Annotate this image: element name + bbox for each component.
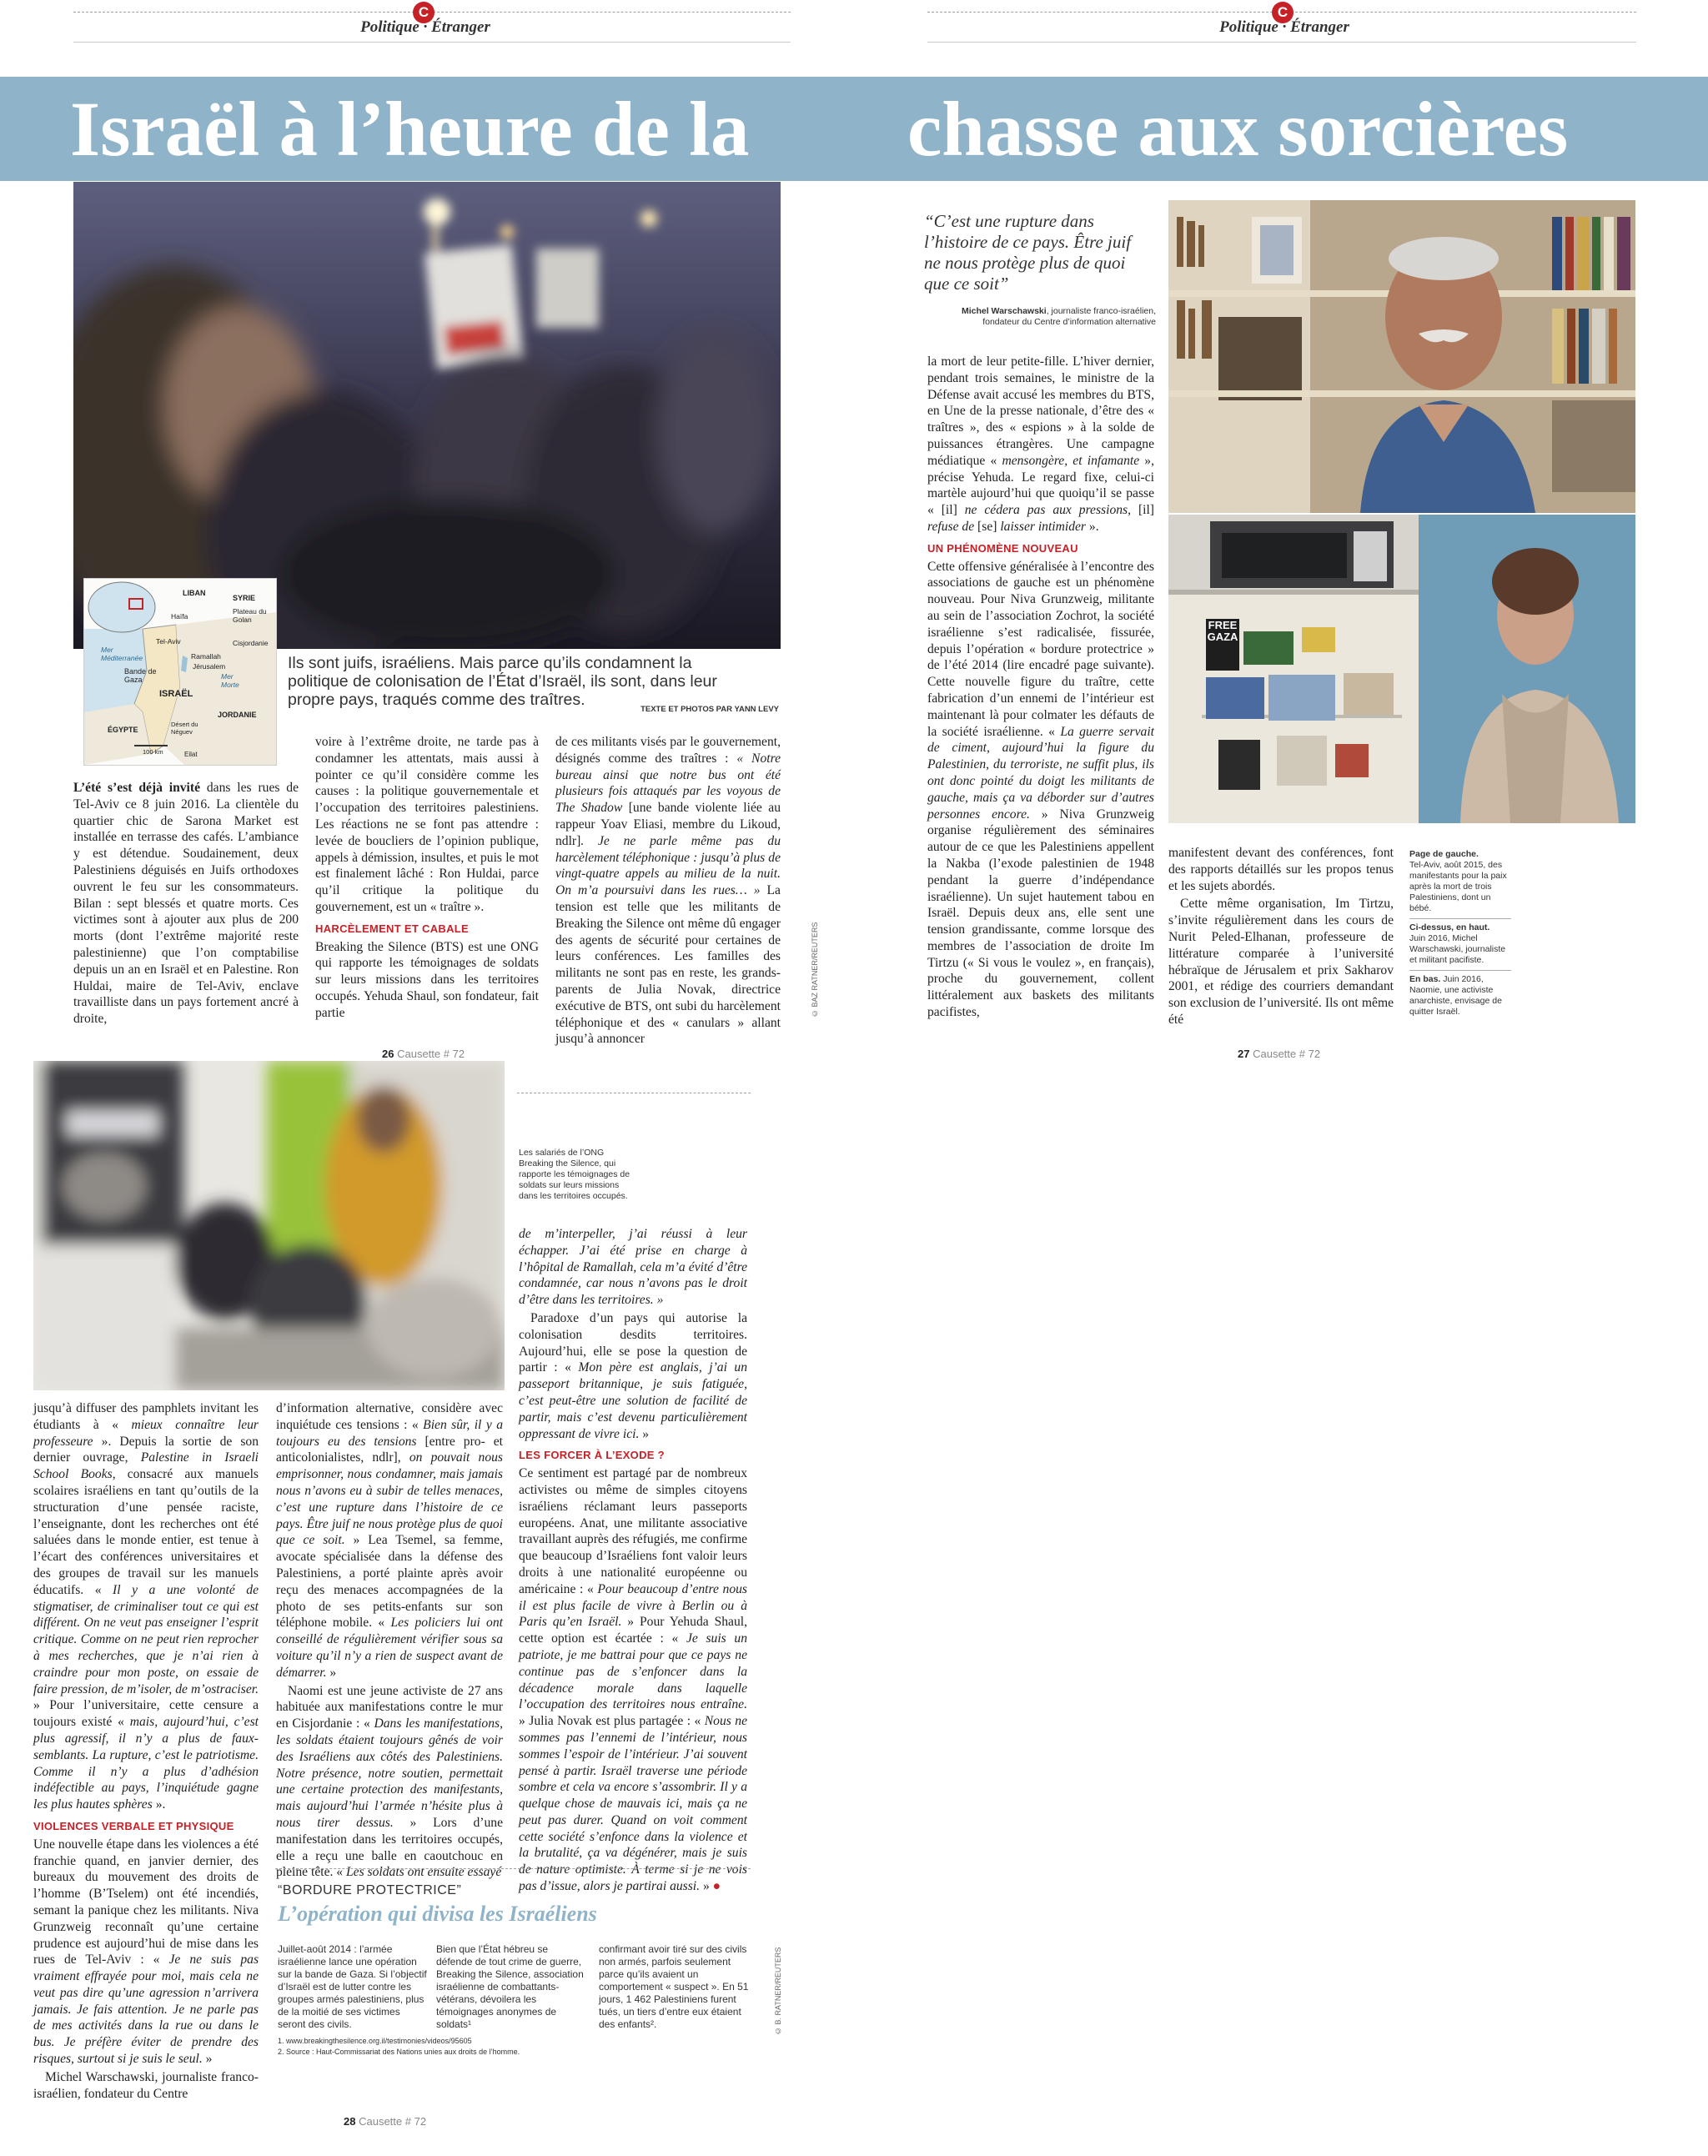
folio-issue-26: # 72	[443, 1048, 465, 1060]
map-label-cisjordanie: Cisjordanie	[233, 639, 269, 647]
causette-badge-left: C	[413, 2, 435, 23]
p28-column-2: d’information alternative, considère avec inquiétude ces tensions : « Bien sûr, il y a toujours eu des tensions [entre pro- et anticolonialistes, ndlr], on pouvait nous emprisonner, nous condamner, mais jamais nous n’avons eu à subir de telles menaces, c’est une rupture dans l’histoire de ce pays. Être juif ne nous protège plus de quoi que ce soit. » Lea Tsemel, sa femme, avocate spécialisée dans la défense des Palestiniens, a porté plainte après avoir reçu des menaces accompagnées de la photo de ses petits-enfants sur son téléphone mobile. « Les policiers lui ont conseillé de régulièrement vérifier sous sa voiture qu’il n’y a rien de suspect avant de démarrer. » Naomi est une jeune activiste de 27 ans habituée aux manifestations contre le mur en Cisjordanie : « Dans les manifestations, les soldats étaient toujours gênés de voir des Israéliens aux côtés des Palestiniens. Notre présence, notre soutien, permettait une certaine protection des manifestants, mais aujourd’hui l’armée n’hésite plus à nous tirer dessus. » Lors d’une manifestation dans les territoires occupés, elle a reçu une balle en caoutchouc en pleine tête. « Les soldats ont ensuite essayé	[276, 1401, 503, 1880]
portrait-photo-naomie	[1168, 515, 1635, 823]
quote-attribution	[924, 306, 1156, 328]
box-footnote-1: 1. www.breakingthesilence.org.il/testimonies/videos/95605	[278, 2037, 472, 2045]
poster-free-gaza	[1206, 620, 1239, 643]
poster-text-free: FREE	[1208, 619, 1238, 631]
map-label-jordanie: JORDANIE	[218, 711, 257, 719]
caption-up-title: Ci-dessus, en haut.	[1409, 922, 1490, 932]
poster-text-gaza: GAZA	[1207, 631, 1238, 643]
folio-mag-28: Causette	[359, 2115, 403, 2128]
causette-badge-right: C	[1272, 2, 1294, 23]
portrait-photo-warschawski	[1168, 200, 1635, 513]
folio-number-26: 26	[382, 1048, 394, 1060]
map-label-golan: Plateau du Golan	[233, 607, 267, 624]
folio-mag-27: Causette	[1253, 1048, 1297, 1060]
caption-low-text: Juin 2016, Naomie, une activiste anarchiste, envisage de quitter Israël.	[1409, 974, 1502, 1017]
p26-column-2: voire à l’extrême droite, ne tarde pas à condamner les attentats, mais aussi à pointer ce qu’il considère comme les causes : la politique gouvernementale et l’occupation des territoires palestiniens. Les réactions ne se font pas attendre : levée de boucliers de l’opinion publique, appels à démission, insultes, et puis le mot est finalement lâché : Ron Huldai, parce qu’il critique la politique du gouvernement, est un « traître ». HARCÈLEMENT ET CABALE Breaking the Silence (BTS) est une ONG qui rapporte les témoignages de soldats sur leurs missions dans les territoires occupés. Yehuda Shaul, son fondateur, fait partie	[315, 735, 539, 1020]
map-label-eilat: Eilat	[184, 751, 198, 758]
map-label-ramallah: Ramallah	[191, 652, 221, 661]
header-underline-right	[927, 42, 1636, 43]
p28-column-3-top: de m’interpeller, j’ai réussi à leur échapper. J’ai été prise en charge à l’hôpital de Ramallah, cela m’a évité d’être condamnée, car nous n’avons pas le droit d’être dans les territoires. » Paradoxe d’un pays qui autorise la colonisation desdits territoires. Aujourd’hui, elle se pose la question de partir : « Mon père est anglais, j’ai un passeport britannique, je suis fatiguée, c’est peut-être une solution de facilité de partir, mais c’est devenu particulièrement oppressant de vivre ici. » LES FORCER À L’EXODE ? Ce sentiment est partagé par de nombreux activistes ou même de simples citoyens israéliens réclamant leurs passeports européens. Anat, une militante associative travaillant auprès des réfugiés, me confirme que beaucoup d’Israéliens font valoir leurs droits à une nationalité européenne ou américaine : « Pour beaucoup d’entre nous il est plus facile de vivre à Berlin ou à Paris qu’en Israël. » Pour Yehuda Shaul, cette option est écartée : « Je suis un patriote, je me battrai pour que ce pays ne continue pas de s’enfoncer dans la décadence morale dans laquelle l’occupation des territoires nous entraîne. » Julia Novak est plus partagée : « Nous ne sommes pas l’ennemi de l’intérieur, nous sommes l’espoir de l’intérieur. J’ai souvent pensé à partir. Israël traverse une période sombre et cela va encore s’assombrir. Il y a quelque chose de mauvais ici, mais ça ne peut pas durer. Quand on voit comment cette société s’enfonce dans la violence et la brutalité, ça va dégénérer, mais je suis de nature optimiste. À terme si je ne vois pas d’issue, alors je partirai aussi. » ●	[519, 1227, 748, 1894]
folio-p26	[382, 1048, 465, 1060]
headline-left: Israël à l’heure de la	[70, 87, 750, 173]
box-footnote-2: 2. Source : Haut-Commissariat des Nations unies aux droits de l’homme.	[278, 2048, 520, 2056]
map-label-jerusalem: Jérusalem	[193, 662, 226, 671]
map-label-egypte: ÉGYPTE	[108, 726, 138, 734]
section-tag-right: Politique · Étranger	[1219, 18, 1349, 36]
folio-p27	[1238, 1048, 1320, 1060]
subhead-exode: LES FORCER À L’EXODE ?	[519, 1449, 665, 1462]
folio-mag-26: Causette	[397, 1048, 441, 1060]
map-label-telaviv: Tel-Aviv	[156, 637, 181, 646]
section-tag-left: Politique · Étranger	[360, 18, 490, 36]
folio-p28	[344, 2115, 426, 2128]
map-scale: 100 km	[143, 748, 163, 756]
caption-left-text: Tel-Aviv, août 2015, des manifestants pour la paix après la mort de trois Palestiniens, dont un bébé.	[1409, 860, 1507, 913]
photo-credit-1: © BAZ RATNER/REUTERS	[811, 922, 819, 1018]
p27-column-2: manifestent devant des conférences, font des rapports détaillés sur les propos tenus et les sujets abordés. Cette même organisation, Im Tirtzu, s’invite régulièrement dans les cours de Nurit Peled-Elhanan, professeure de littérature comparée à l’université hébraïque de Jérusalem et prix Sakharov 2001, et rédige des courriers demandant son exclusion de l’université. Ils ont même été	[1168, 846, 1394, 1027]
folio-number-28: 28	[344, 2115, 356, 2128]
map-label-liban: LIBAN	[183, 589, 206, 597]
box-column-2: Bien que l’État hébreu se défende de tout crime de guerre, Breaking the Silence, association israélienne de combattants-vétérans, dévoilera les témoignages anonymes de soldats¹	[436, 1943, 584, 2030]
p26-column-1: L’été s’est déjà invité dans les rues de Tel-Aviv ce 8 juin 2016. La clientèle du quartier chic de Sarona Market est installée en terrasse des cafés. L’ambiance y est détendue. Soudainement, deux Palestiniens déguisés en Juifs orthodoxes ouvrent le feu sur les consommateurs. Bilan : sept blessés et quatre morts. Ces victimes sont à ajouter aux plus de 200 morts (dont l’extrême majorité reste palestinienne) que l’on comptabilise depuis un an en Israël et en Palestine. Ron Huldai, maire de Tel-Aviv, enclave travailliste dans un pays fortement ancré à droite,	[73, 781, 299, 1027]
folio-number-27: 27	[1238, 1048, 1250, 1060]
box-title: L’opération qui divisa les Israéliens	[278, 1902, 597, 1926]
map-label-gaza: Bande de Gaza	[124, 667, 157, 684]
map-label-israel: ISRAËL	[159, 689, 193, 699]
subhead-phenomene: UN PHÉNOMÈNE NOUVEAU	[927, 541, 1078, 555]
p28-column-1: jusqu’à diffuser des pamphlets invitant les étudiants à « mieux connaître leur professeure ». Depuis la sortie de son dernier ouvrage, Palestine in Israeli School Books, consacré aux manuels scolaires israéliens en tant qu’outils de la structuration d’une pensée raciste, l’enseignante, dont les recherches ont été saluées dans le monde entier, est tenue à l’écart des conférences universitaires et des groupes de travail sur les manuels éducatifs. « Il y a une volonté de stigmatiser, de criminaliser tout ce qui est différent. On ne veut pas enseigner l’esprit critique. Comme on ne peut rien reprocher à mes recherches, que je n’ai rien à craindre pour mon poste, on essaie de faire pression, de m’isoler, de m’ostraciser. » Pour l’universitaire, cette censure a toujours existé « mais, aujourd’hui, c’est plus agressif, il n’y a plus de faux-semblants. La rupture, c’est le patriotisme. Comme il n’y a plus d’adhésion indéfectible au pays, l’inquiétude gagne les plus hautes sphères ». VIOLENCES VERBALE ET PHYSIQUE Une nouvelle étape dans les violences a été franchie quand, en janvier dernier, des bureaux du mouvement des droits de l’homme (B’Tselem) ont été incendiés, semant la panique chez les militants. Niva Grunzweig reconnaît qu’une certaine prudence est aujourd’hui de mise dans les rues de Tel-Aviv : « Je ne suis pas vraiment effrayée pour moi, mais cela ne veut pas dire qu’une agression n’arrivera jamais. Je fais attention. Je ne parle pas de mes activités dans la rue ou dans le bus. Je préfère éviter de prendre des risques, surtout si je suis le seul. » Michel Warschawski, journaliste franco-israélien, fondateur du Centre	[33, 1401, 259, 2101]
quote-author: Michel Warschawski	[961, 306, 1047, 316]
map-label-mediterranee: Mer Méditerranée	[101, 646, 143, 662]
p27-captions	[1409, 849, 1511, 1018]
map-label-haifa: Haïfa	[171, 612, 188, 621]
caption-up-text: Juin 2016, Michel Warschawski, journaliste et militant pacifiste.	[1409, 933, 1506, 965]
pull-quote: “C’est une rupture dans l’histoire de ce pays. Être juif ne nous protège plus de quoi que ce soit”	[924, 211, 1132, 294]
subhead-violences: VIOLENCES VERBALE ET PHYSIQUE	[33, 1819, 234, 1832]
caption-low-title: En bas.	[1409, 974, 1441, 984]
folio-issue-28: # 72	[404, 2115, 427, 2128]
region-map	[83, 578, 277, 766]
p27-column-1: la mort de leur petite-fille. L’hiver dernier, pendant trois semaines, le ministre de la Défense avait accusé les membres du BTS, en Une de la presse nationale, d’être des « traîtres », des « espions » à la solde de puissances étrangères. Une campagne médiatique « mensongère, et infamante », précise Yehuda. Le regard fixe, celui-ci martèle aujourd’hui que quoiqu’il se passe « [il] ne cédera pas aux pressions, [il] refuse de [se] laisser intimider ». UN PHÉNOMÈNE NOUVEAU Cette offensive généralisée à l’encontre des associations de gauche est un phénomène nouveau. Pour Niva Grunzweig, militante au sein de l’association Zochrot, la société israélienne s’est radicalisée, fissurée, depuis l’opération « bordure protectrice » de l’été 2014 (lire encadré page suivante). Cette nouvelle figure du traître, cette fabrication d’un ennemi de l’intérieur est maintenant là pour colmater les défauts de la société israélienne. « La guerre servait de ciment, aujourd’hui la figure du Palestinien, du terroriste, ne suffit plus, ils ont donc pointé du doigt les militants de gauche, mais ça va déborder sur d’autres personnes encore. » Niva Grunzweig organise régulièrement des séminaires autour de ce que les Palestiniens appellent la Nakba (l’exode palestinien de 1948 pendant la guerre d’indépendance israélienne). Un sujet hautement tabou en Israël. Depuis deux ans, elle sent une tension grandissante, comme lorsque des membres de l’association de droite Im Tirtzu (« Si vous le voulez », en français), proche du gouvernement, collent littéralement aux baskets des militants pacifistes,	[927, 354, 1155, 1020]
quote-author-role: , journaliste franco-israélien, fondateur du Centre d’information alternative	[982, 306, 1156, 327]
headline-right: chasse aux sorcières	[907, 87, 1569, 173]
box-column-3: confirmant avoir tiré sur des civils non armés, parfois seulement parce qu’ils avaient un comportement « suspect ». En 51 jours, 1 462 Palestiniens furent tués, un tiers d’entre eux étaient des enfants².	[599, 1943, 749, 2030]
photo-credit-2: © B. RATNER/REUTERS	[774, 1947, 782, 2035]
office-photo-breaking-the-silence	[33, 1061, 505, 1390]
byline: TEXTE ET PHOTOS PAR YANN LEVY	[640, 705, 779, 714]
box-column-1: Juillet-août 2014 : l’armée israélienne lance une opération sur la bande de Gaza. Si l’objectif d’Israël est de lutter contre les groupes armés palestiniens, plus de la moitié de ses victimes seront des civils.	[278, 1943, 427, 2030]
p28-photo-caption: Les salariés de l’ONG Breaking the Silence, qui rapporte les témoignages de soldats sur leurs missions dans les territoires occupés.	[519, 1148, 630, 1201]
header-underline-left	[73, 42, 791, 43]
p26-column-3: de ces militants visés par le gouvernement, désignés comme des traîtres : « Notre bureau ainsi que notre bus ont été plusieurs fois attaqués par les voyous de The Shadow [une bande violente liée au rappeur Yoav Eliasi, membre du Likoud, ndlr]. Je ne parle même pas du harcèlement téléphonique : jusqu’à plus de vingt-quatre appels au milieu de la nuit. On m’a poursuivi dans les rues… » La tension est telle que les militants de Breaking the Silence ont même dû engager des agents de sécurité pour certaines de leurs conférences. Les familles des militants ne sont pas en reste, les grands-parents de Julia Novak, directrice exécutive de BTS, ont subi du harcèlement téléphonique et des « canulars » allant jusqu’à annoncer	[555, 735, 781, 1047]
map-label-syrie: SYRIE	[233, 594, 256, 602]
box-kicker: “BORDURE PROTECTRICE”	[278, 1883, 462, 1897]
lead-paragraph: Ils sont juifs, israéliens. Mais parce qu’ils condamnent la politique de colonisation de l’État d’Israël, ils sont, dans leur propre pays, traqués comme des traîtres.	[288, 654, 717, 709]
folio-issue-27: # 72	[1299, 1048, 1321, 1060]
box-top-rule	[275, 1868, 751, 1869]
map-label-neguev: Désert du Néguev	[171, 721, 198, 736]
caption-left-title: Page de gauche.	[1409, 849, 1479, 859]
map-label-mer-morte: Mer Morte	[221, 672, 239, 689]
subhead-harcelement: HARCÈLEMENT ET CABALE	[315, 922, 469, 935]
